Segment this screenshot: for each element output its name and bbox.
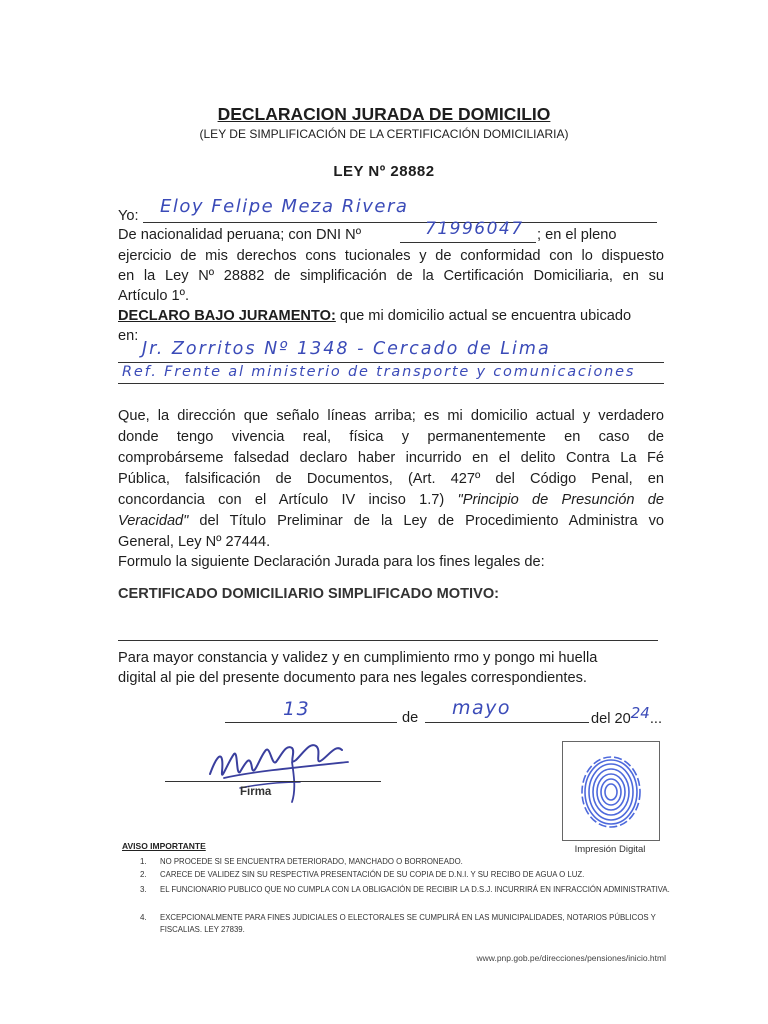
signature-label: Firma (240, 786, 272, 798)
dni-line-end: ; en el pleno (537, 227, 617, 243)
aviso-item-3 (140, 884, 685, 896)
aviso-title: AVISO IMPORTANTE (122, 841, 206, 851)
date-day: 13 (283, 698, 311, 720)
date-de-label: de (402, 710, 419, 726)
reference: Ref. Frente al ministerio de transporte y comunicaciones (122, 364, 636, 380)
date-month: mayo (452, 697, 512, 719)
para2-line3: comprobárseme falsedad declaro haber incurrido en el delito Contra La Fé (118, 450, 664, 466)
dni-line (400, 242, 536, 243)
para1-line2: ejercicio de mis derechos cons tucionales y de conformidad con lo dispuesto (118, 248, 664, 264)
document-subtitle: (LEY DE SIMPLIFICACIÓN DE LA CERTIFICACIÓN DOMICILIARIA) (199, 127, 569, 141)
signature-line (165, 781, 381, 782)
declaro-rest: que mi domicilio actual se encuentra ubicado (335, 308, 632, 324)
para2-line5 (118, 490, 664, 511)
dni-line-start: De nacionalidad peruana; con DNI Nº (118, 227, 362, 243)
address-line (118, 362, 664, 363)
fingerprint-box (562, 741, 660, 841)
address: Jr. Zorritos Nº 1348 - Cercado de Lima (142, 339, 551, 359)
aviso-item-1 (140, 856, 685, 868)
aviso-item-4-num: 4. (140, 913, 147, 922)
reference-line (118, 383, 664, 384)
aviso-item-2-text: CARECE DE VALIDEZ SIN SU RESPECTIVA PRESENTACIÓN DE SU COPIA DE D.N.I. Y SU RECIBO DE AGUA O LUZ. (160, 870, 585, 879)
date-ellipsis: ... (649, 711, 663, 727)
fingerprint-image (563, 742, 659, 840)
fingerprint-label: Impresión Digital (574, 844, 646, 855)
yo-label: Yo: (118, 208, 139, 224)
para3-line1: Para mayor constancia y validez y en cumplimiento rmo y pongo mi huella (118, 650, 598, 666)
date-del-text: del 20 (591, 711, 631, 727)
en-label: en: (118, 328, 139, 344)
para2-line5-a: concordancia con el Artículo IV inciso 1.7) (118, 492, 458, 508)
aviso-item-3-text: EL FUNCIONARIO PUBLICO QUE NO CUMPLA CON LA OBLIGACIÓN DE RECIBIR LA D.S.J. INCURRIRÁ EN INFRACCIÓN ADMINISTRATIVA. (160, 885, 670, 894)
date-del-label (591, 704, 663, 730)
aviso-item-1-text: NO PROCEDE SI SE ENCUENTRA DETERIORADO, MANCHADO O BORRONEADO. (160, 857, 463, 866)
aviso-item-3-num: 3. (140, 885, 147, 894)
para2-line6-b: del Título Preliminar de la Ley de Procedimiento Administra vo (188, 513, 664, 529)
aviso-item-4 (140, 912, 685, 936)
para2-line2: donde tengo vivencia real, física y permanentemente en caso de (118, 429, 664, 445)
date-year-suffix: 24 (630, 704, 650, 722)
para1-line3: en la Ley Nº 28882 de simplificación de la Certificación Domiciliaria, en su (118, 268, 664, 284)
para2-line5-b: "Principio de Presunción de (457, 492, 664, 508)
name-line (143, 222, 657, 223)
dni-number: 71996047 (425, 219, 524, 239)
para2-line7: General, Ley Nº 27444. (118, 534, 271, 550)
law-number: LEY Nº 28882 (333, 163, 435, 180)
day-line (225, 722, 397, 723)
para2-line6 (118, 511, 664, 532)
para1-line4: Artículo 1º. (118, 288, 190, 304)
declaro-label: DECLARO BAJO JURAMENTO: (118, 308, 336, 324)
aviso-item-1-num: 1. (140, 857, 147, 866)
aviso-item-2-num: 2. (140, 870, 147, 879)
para2-line8: Formulo la siguiente Declaración Jurada para los fines legales de: (118, 554, 545, 570)
month-line (425, 722, 589, 723)
document-title: DECLARACION JURADA DE DOMICILIO (217, 104, 551, 124)
certificado-heading: CERTIFICADO DOMICILIARIO SIMPLIFICADO MOTIVO: (118, 586, 500, 602)
para3-line2: digital al pie del presente documento para nes legales correspondientes. (118, 670, 587, 686)
motivo-line (118, 640, 658, 641)
para2-line1: Que, la dirección que señalo líneas arriba; es mi domicilio actual y verdadero (118, 408, 664, 424)
footer-url: www.pnp.gob.pe/direcciones/pensiones/inicio.html (476, 953, 666, 963)
declarant-name: Eloy Felipe Meza Rivera (160, 196, 409, 217)
para2-line4: Pública, falsificación de Documentos, (Art. 427º del Código Penal, en (118, 471, 664, 487)
aviso-item-4-text: EXCEPCIONALMENTE PARA FINES JUDICIALES O ELECTORALES SE CUMPLIRÁ EN LAS MUNICIPALIDADES, NOTARIOS PÚBLICOS Y FISCALIAS. LEY 27839. (160, 913, 656, 934)
aviso-item-2 (140, 869, 685, 881)
para2-line6-a: Veracidad" (118, 513, 189, 529)
declaro-line (118, 306, 631, 327)
handwritten-signature (200, 732, 360, 812)
